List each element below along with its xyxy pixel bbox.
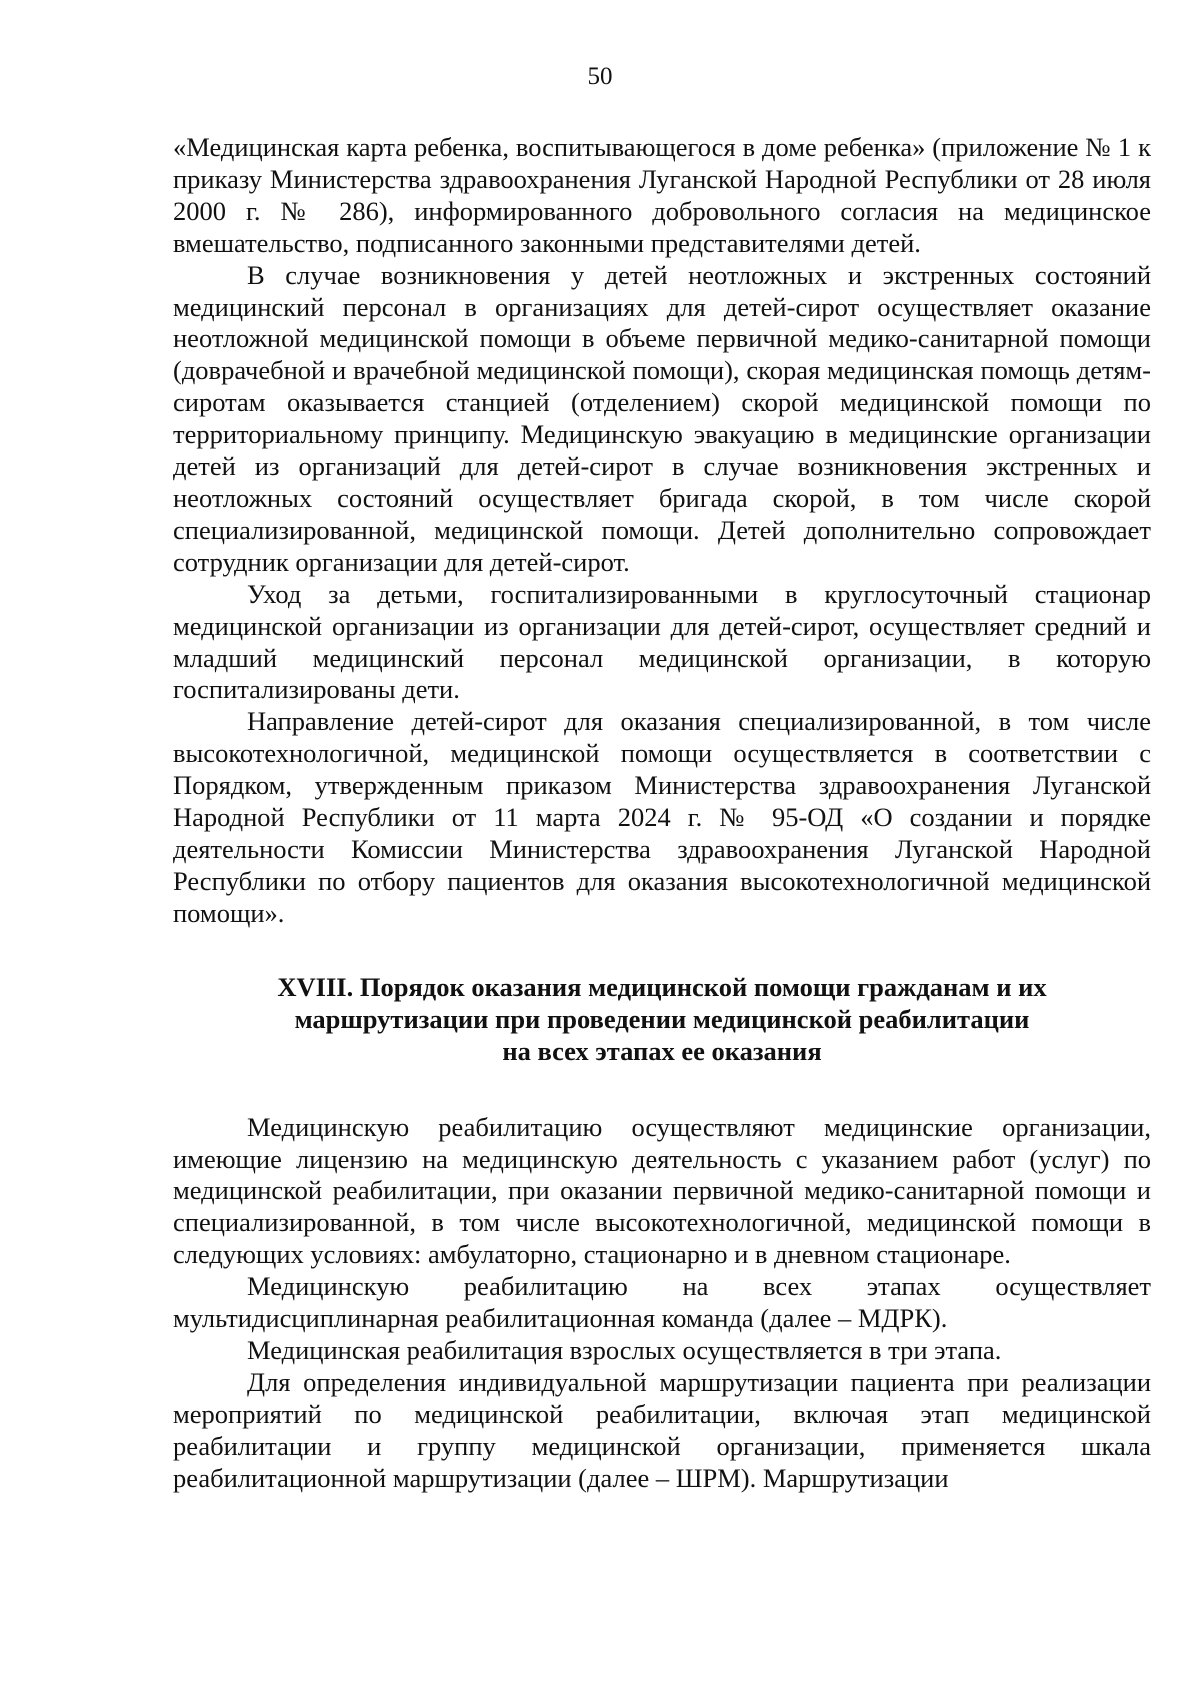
paragraph: Направление детей-сирот для оказания специализированной, в том числе высокотехнологичной, медицинской помощи осуществляется в соответствии с Порядком, утвержденным приказом Министерства здравоохранения Луганской Народной Республики от 11 марта 2024 г. № 95-ОД «О создании и порядке деятельности Комиссии Министерства здравоохранения Луганской Народной Республики по отбору пациентов для оказания высокотехнологичной медицинской помощи». [173,706,1151,928]
paragraph: Уход за детьми, госпитализированными в круглосуточный стационар медицинской организации из организации для детей-сирот, осуществляет средний и младший медицинский персонал медицинской организации, в которую госпитализированы дети. [173,578,1151,705]
paragraph: «Медицинская карта ребенка, воспитывающегося в доме ребенка» (приложение № 1 к приказу Министерства здравоохранения Луганской Народной Республики от 28 июля 2000 г. № 286), информированного добровольного согласия на медицинское вмешательство, подписанного законными представителями детей. [173,132,1151,258]
section-heading [173,971,1151,1067]
paragraph: Для определения индивидуальной маршрутизации пациента при реализации мероприятий по медицинской реабилитации, включая этап медицинской реабилитации и группу медицинской организации, применяется шкала реабилитационной маршрутизации (далее – ШРМ). Маршрутизации [173,1366,1151,1493]
paragraph: Медицинская реабилитация взрослых осуществляется в три этапа. [247,1335,1002,1365]
document-body [173,132,1151,1495]
section-heading-line: маршрутизации при проведении медицинской реабилитации [294,1003,1030,1034]
paragraph: Медицинскую реабилитацию на всех этапах осуществляет мультидисциплинарная реабилитационная команда (далее – МДРК). [173,1271,1151,1334]
paragraph: В случае возникновения у детей неотложных и экстренных состояний медицинский персонал в организациях для детей-сирот осуществляет оказание неотложной медицинской помощи в объеме первичной медико-санитарной помощи (доврачебной и врачебной медицинской помощи), скорая медицинская помощь детям-сиротам оказывается станцией (отделением) скорой медицинской помощи по территориальному принципу. Медицинскую эвакуацию в медицинские организации детей из организаций для детей-сирот в случае возникновения экстренных и неотложных состояний осуществляет бригада скорой, в том числе скорой специализированной, медицинской помощи. Детей дополнительно сопровождает сотрудник организации для детей-сирот. [173,259,1151,577]
page-number: 50 [587,63,613,90]
paragraph: Медицинскую реабилитацию осуществляют медицинские организации, имеющие лицензию на медицинскую деятельность с указанием работ (услуг) по медицинской реабилитации, при оказании первичной медико-санитарной помощи и специализированной, в том числе высокотехнологичной, медицинской помощи в следующих условиях: амбулаторно, стационарно и в дневном стационаре. [173,1111,1151,1270]
section-heading-line: XVIII. Порядок оказания медицинской помощи гражданам и их [277,971,1047,1002]
section-heading-line: на всех этапах ее оказания [502,1035,822,1066]
